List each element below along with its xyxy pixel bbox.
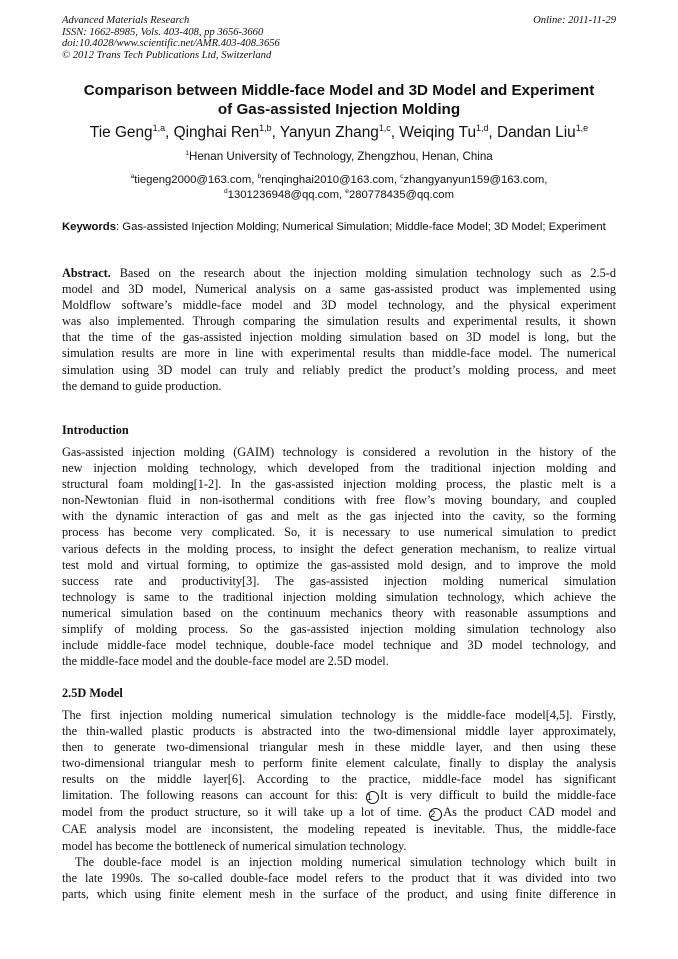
- email-link[interactable]: 280778435@qq.com: [348, 188, 454, 201]
- keywords-text: : Gas-assisted Injection Molding; Numerical Simulation; Middle-face Model; 3D Model; Experiment: [116, 221, 606, 233]
- paper-title: [40, 82, 638, 119]
- author-list: [20, 124, 658, 142]
- keywords-label: Keywords: [62, 221, 116, 233]
- abstract: Abstract. Based on the research about the injection molding simulation technology such as 2.5-d model and 3D model, Numerical analysis on a same gas-assisted product was implemented using Moldflow software’s middle-face model and 3D model technology, and the physical experiment was also implemented. Through comparing the simulation results and experimental results, it shown that the time of the gas-assisted injection molding simulation based on 3D model is long, but the simulation results are more in line with experimental results than middle-face model. The numerical simulation using 3D model can truly and reliably predict the product’s molding process, and meet the demand to guide production.: [62, 266, 616, 393]
- circled-number-1: 1: [366, 791, 379, 804]
- model-2-5d-paragraphs: The first injection molding numerical simulation technology is the middle-face model[4,5]. Firstly, the thin-walled plastic products is abstracted into the two-dimensional middle layer approximately, then to generate two-dimensional triangular mesh in these middle layer, and then using these two-dimensional triangular mesh to perform finite element calculate, finally to display the analysis results on the middle layer[6]. According to the practice, middle-face model has significant limitation. The following reasons can account for this: 1 It is very difficult to build the middle-face model from the product structure, so it will take up a lot of time. 2 As the product CAD model and CAE analysis model are inconsistent, the modeling repeated is inevitable. Thus, the middle-face model has become the bottleneck of numerical simulation technology. The double-face model is an injection molding numerical simulation technology which built in the late 1990s. The so-called double-face model refers to the product that it was divided into two parts, which using finite element mesh in the surface of the product, and using finite difference in: [62, 708, 616, 901]
- email-link[interactable]: 1301236948@qq.com,: [227, 188, 346, 201]
- title-line-1: Comparison between Middle-face Model and 3D Model and Experiment: [83, 82, 595, 99]
- circled-number-2: 2: [429, 808, 442, 821]
- issn-line: ISSN: 1662-8985, Vols. 403-408, pp 3656-3660: [62, 26, 264, 38]
- section-heading-introduction: Introduction: [62, 423, 129, 437]
- running-header: [62, 15, 616, 61]
- title-line-2: of Gas-assisted Injection Molding: [217, 100, 461, 118]
- email-link[interactable]: zhangyanyun159@163.com,: [403, 174, 548, 186]
- affiliation: $^1$Henan University of Technology, Zhengzhou, Henan, China: [185, 150, 493, 163]
- keywords: [62, 221, 616, 234]
- online-date: Online: 2011-11-29: [533, 15, 616, 26]
- author: Qinghai Ren$^{1,b}$,: [173, 122, 280, 141]
- author: Weiqing Tu$^{1,d}$,: [399, 122, 497, 141]
- email-link[interactable]: renqinghai2010@163.com,: [261, 174, 401, 186]
- abstract-label: Abstract.: [62, 266, 111, 280]
- journal-name: Advanced Materials Research: [62, 15, 190, 26]
- email-link[interactable]: tiegeng2000@163.com,: [134, 174, 258, 186]
- doi-line: doi:10.4028/www.scientific.net/AMR.403-408.3656: [62, 38, 280, 50]
- author-emails: $^a$tiegeng2000@163.com, $^b$renqinghai2010@163.com, $^c$zhangyanyun159@163.com, $^d$1301236948@qq.com, $^e$280778435@qq.com: [130, 173, 548, 201]
- introduction-paragraph: Gas-assisted injection molding (GAIM) technology is considered a revolution in the history of the new injection molding technology, which developed from the traditional injection molding and structural foam molding[1-2]. In the gas-assisted injection molding process, the plastic melt is a non-Newtonian fluid in non-isothermal conditions with free flow’s moving boundary, and coupled with the dynamic interaction of gas and melt as the gas injected into the cavity, so the forming process has become very complicated. So, it is necessary to use numerical simulation to predict various defects in the molding process, to insight the defect generation mechanism, to realize virtual test mold and virtual forming, to optimize the gas-assisted mold design, and to improve the mold success rate and productivity[3]. The gas-assisted injection molding numerical simulation technology is same to the traditional injection molding simulation technology, which achieve the numerical simulation based on the continuum mechanics theory with reasonable assumptions and simplify of molding process. So the gas-assisted injection molding simulation technology also include middle-face model technique, double-face model technique and 3D model technology, and the middle-face model and the double-face model are 2.5D model.: [62, 445, 616, 669]
- author: Yanyun Zhang$^{1,c}$,: [279, 122, 400, 141]
- author: Tie Geng$^{1,a}$,: [89, 122, 174, 141]
- section-heading-2-5d-model: 2.5D Model: [62, 686, 123, 700]
- copyright-line: © 2012 Trans Tech Publications Ltd, Switzerland: [62, 49, 272, 61]
- author: Dandan Liu$^{1,e}$: [496, 122, 589, 141]
